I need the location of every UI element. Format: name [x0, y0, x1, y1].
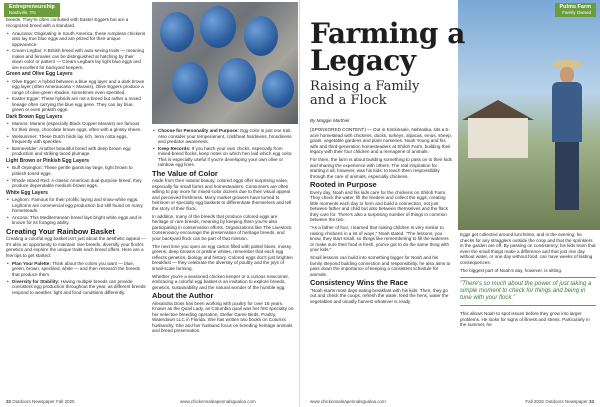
section-tag-line2: Nashville, TN	[9, 10, 36, 15]
section-heading: About the Author	[152, 291, 214, 301]
byline: By Maggie Marthiel	[310, 118, 350, 123]
section-heading: The Value of Color	[152, 168, 218, 178]
article-subtitle	[310, 80, 490, 108]
article-title	[310, 17, 490, 77]
list-item-lead: Choose for Personality and Purpose:	[158, 128, 239, 133]
magazine-name: Outdoors Newspaper	[545, 399, 588, 404]
paragraph: This allows Noah to spot issues before they grow into larger problems. He looks for signs of illness and stress. Particularly in the summer, he	[460, 311, 590, 328]
subheading: Green and Olive Egg Layers	[6, 71, 73, 78]
left-column-b	[152, 128, 294, 337]
magazine-name: Outdoors Newspaper	[12, 399, 55, 404]
section-heading: Creating Your Rainbow Basket	[6, 226, 115, 236]
subheading: White Egg Layers	[6, 189, 48, 196]
page-number: 32	[6, 399, 12, 404]
paragraph: "Noah starts most days eating breakfast with his kids. Then, they go out and check the coops, refresh the water, feed the hens, water the vegetables and usually harvest whatever is ready	[310, 287, 449, 304]
brand-tag-line2: Family Owned	[562, 10, 591, 15]
list-item-text: If you hatch your own chicks, especially from mixed-breed flocks, keep notes on which hen laid which egg color. This is especially useful if you're developing your own olive or rainbow egg lines.	[158, 145, 293, 168]
list-item: • Cream Legbar: A British breed with auto-sexing traits — meaning males and females can be distinguished at hatching by their down color or pattern — Cream Legbars lay light blue eggs and are excellent for backyard keepers.	[6, 48, 146, 70]
breed-list	[6, 197, 146, 226]
list-item-text: Having multiple breeds can provide consistent egg production throughout the year, as different breeds respond to weather, light and food conditions differently.	[12, 278, 146, 295]
footer-url[interactable]: www.chickensaleapennalsgualoa.com	[180, 399, 256, 404]
list-item	[152, 128, 294, 145]
brand-tag-line1: Pulms Farm	[559, 4, 591, 10]
tips-list	[6, 261, 146, 295]
article-title-line1: Farming a	[310, 17, 465, 50]
paragraph: (SPONSORED CONTENT) — Out in Kimkinsale, Nebraska, sits a 5-acre homestead with chickens, ducks, turkeys, alpacas, emus, sheep, goats, vegetable gardens and plant nurseries. Noah Young and his wife and third-generation homesteaders at Shiloh Farm, building their legacy with their four children and a menagerie of animals.	[310, 127, 452, 154]
breed-list	[6, 31, 146, 71]
list-item	[152, 146, 294, 168]
page-footer	[6, 399, 75, 404]
paragraph: In addition, many of the breeds that produce colored eggs are heritage or rare breeds, meaning by keeping them you're also participating in conservation efforts. Organizations like The Livestock Conservancy encourage the preservation of heritage breeds, and your backyard flock can be part of that mission.	[152, 213, 292, 241]
paragraph: Creating a colorful egg basket isn't just about the aesthetic appeal — it's also an opportunity to maintain rare breeds, diversify your flock's genetics and explore the unique traits each breed offers. Here are a few tips to get started:	[6, 236, 146, 258]
list-item: • Ancona: This Mediterranean breed lays bright white eggs and is known for its foraging ability.	[6, 215, 146, 226]
right-column-c	[310, 127, 452, 307]
paragraph: Whether you're a seasoned chicken keeper or a curious newcomer, embracing a colorful egg basket is an invitation to explore breeds, genetics, sustainability and the natural wonder of the humble egg.	[152, 273, 289, 290]
tips-list	[152, 128, 294, 168]
page-number: 33	[588, 399, 594, 404]
breed-list	[6, 165, 146, 188]
paragraph: For them, the farm is about building something to pass on to their kids and sharing the experience with others. The real inspiration for starting it all, however, was his kids: to teach them responsibility through the care of animals, especially chickens.	[310, 157, 452, 179]
paragraph: The next time you open an egg carton filled with pastel blues, mossy greens, deep browns or pristine whites, remember that each egg reflects genetics, biology and history. Colored eggs don't just brighten breakfast — they celebrate the diversity of poultry and the joys of small-scale farming.	[152, 243, 293, 271]
blue-eggs-photo	[152, 2, 298, 124]
article-subtitle-line1: Raising a Family	[310, 79, 420, 94]
article-subtitle-line2: and a Flock	[310, 93, 387, 108]
paragraph: Every day, Noah and his kids care for the chickens on Shiloh Farm. They check the water, fill the feeders and collect the eggs, creating little moments each day to form and build a connection, not just between father and child but also between themselves and the flock they care for. There's also a surprising number of things in common between the two.	[310, 189, 448, 223]
right-column-d	[460, 232, 596, 330]
farmer-figure	[550, 60, 584, 210]
list-item: • Barnevelder: Another beautiful breed with deep brown egg production and striking laced plumage.	[6, 146, 146, 157]
list-item: • Rhode Island Red: A classic American dual-purpose breed, they produce dependable medium-brown eggs.	[6, 178, 146, 189]
footer-url[interactable]: www.chickensaleapennalsgualoa.com	[310, 399, 386, 404]
section-heading: Consistency Wins the Race	[310, 278, 408, 288]
issue-date: Fall 2025	[56, 399, 75, 404]
list-item-text: Egg color is just one trait. Also consider your temperament, cold/heat hardiness, broodiness and predator awareness.	[158, 128, 292, 144]
list-item: • Easter Egger: These hybrids are not a breed but rather a mixed lineage often carrying the blue egg gene. They can lay blue, green or even pinkish eggs.	[6, 96, 146, 113]
left-column-a	[6, 17, 146, 297]
list-item-lead: Plan Your Palette:	[12, 260, 51, 266]
list-item: • Marans: Marans (especially Black Copper Marans) are famous for their deep, chocolate brown eggs, often with a glossy sheen.	[6, 121, 146, 132]
section-tag	[4, 3, 60, 17]
brand-tag	[555, 3, 596, 17]
paragraph: Small lessons can build into something bigger for Noah and his family. Beyond building connection and responsibility, he also aims to pass down the importance of keeping a consistent schedule for animals.	[310, 255, 451, 277]
breed-list	[6, 79, 146, 113]
list-item: • Welsummer: These Dutch birds lay rich, terra cotta eggs, frequently with speckles.	[6, 134, 146, 145]
issue-date: Fall 2025	[525, 399, 544, 404]
list-item: • Olive Egger: A hybrid between a blue egg layer and a dark brown egg layer (often Ameraucana × Marans), Olive Eggers produce a range of olive-green shades, sometimes even speckled.	[6, 79, 146, 96]
list-item-lead: Keep Records:	[158, 145, 191, 151]
list-item	[6, 261, 146, 278]
page-footer	[525, 399, 594, 404]
list-item	[6, 279, 146, 296]
pull-quote: "There's so much about the power of just taking a simple moment to check for things and being in tune with your flock."	[460, 277, 596, 306]
paragraph: Aside from their natural beauty, colored eggs offer surprising value, especially for small farms and homesteaders. Consumers are often willing to pay more for mixed-color dozens due to their visual appeal and perceived freshness. Many market growers have turned to heirloom or specialty egg baskets to differentiate themselves and tell the story of their flock.	[152, 178, 292, 211]
article-title-line2: Legacy	[310, 44, 416, 77]
section-heading: Rooted in Purpose	[310, 180, 377, 190]
paragraph: breeds. They're often confused with Easter Eggers but are a recognized breed with a standard.	[6, 17, 129, 28]
list-item-lead: Diversity for Stability:	[12, 278, 60, 284]
subheading: Light Brown or Pinkish Egg Layers	[6, 157, 90, 164]
list-item: • Araucana: Originating in South America, these rumpless chickens also lay true blue eggs and are prized for their unique appearance.	[6, 31, 146, 48]
paragraph: Eggs get collected around lunchtime, and in the evening, he checks for any stragglers outside the coop and that the sprinklers in the garden are off. By passing on consistency, his kids learn that even the small things make a difference and that just one day without water, or one day without food, can have weeks of lasting consequences.	[460, 232, 596, 265]
paragraph: "As a father of four, I learned that raising children is very similar to raising chickens in a lot of ways," Noah stated. "The lessons, you know, they start small, so things like remembering to fill the waterers or make sure their food is fresh, you've got to do the same thing with your kids."	[310, 225, 450, 253]
paragraph: The biggest part of Noah's day, however, is sitting.	[460, 267, 563, 273]
list-item-text: Think about the colors you want — blue, green, brown, speckled, white — and then research the breeds that produce them.	[12, 260, 140, 277]
section-tag-line1: Entrepreneurship	[9, 4, 55, 10]
breed-list	[6, 121, 146, 156]
paragraph: Alexandra Doss has been working with poultry for over 18 years. Known as the Quail Lady, as Columbia quail was her first specialty on her selective breeding operation, Stellar Game Birds, Poultry, Waterdown LLC in Florida. She has written two books on Coturnix husbandry. She and her husband focus on breeding heritage animals and breed preservation.	[152, 300, 294, 334]
list-item: • Leghorn: Famous for their prolific laying and snow-white eggs, Leghorns are commercial egg production but still found on many homesteads.	[6, 197, 146, 214]
subheading: Dark Brown Egg Layers	[6, 113, 63, 120]
right-page	[300, 0, 600, 407]
list-item: • Buff Orpington: These gentle giants lay large, light brown to pinkish-toned eggs.	[6, 165, 146, 176]
article-title-block	[310, 17, 490, 108]
